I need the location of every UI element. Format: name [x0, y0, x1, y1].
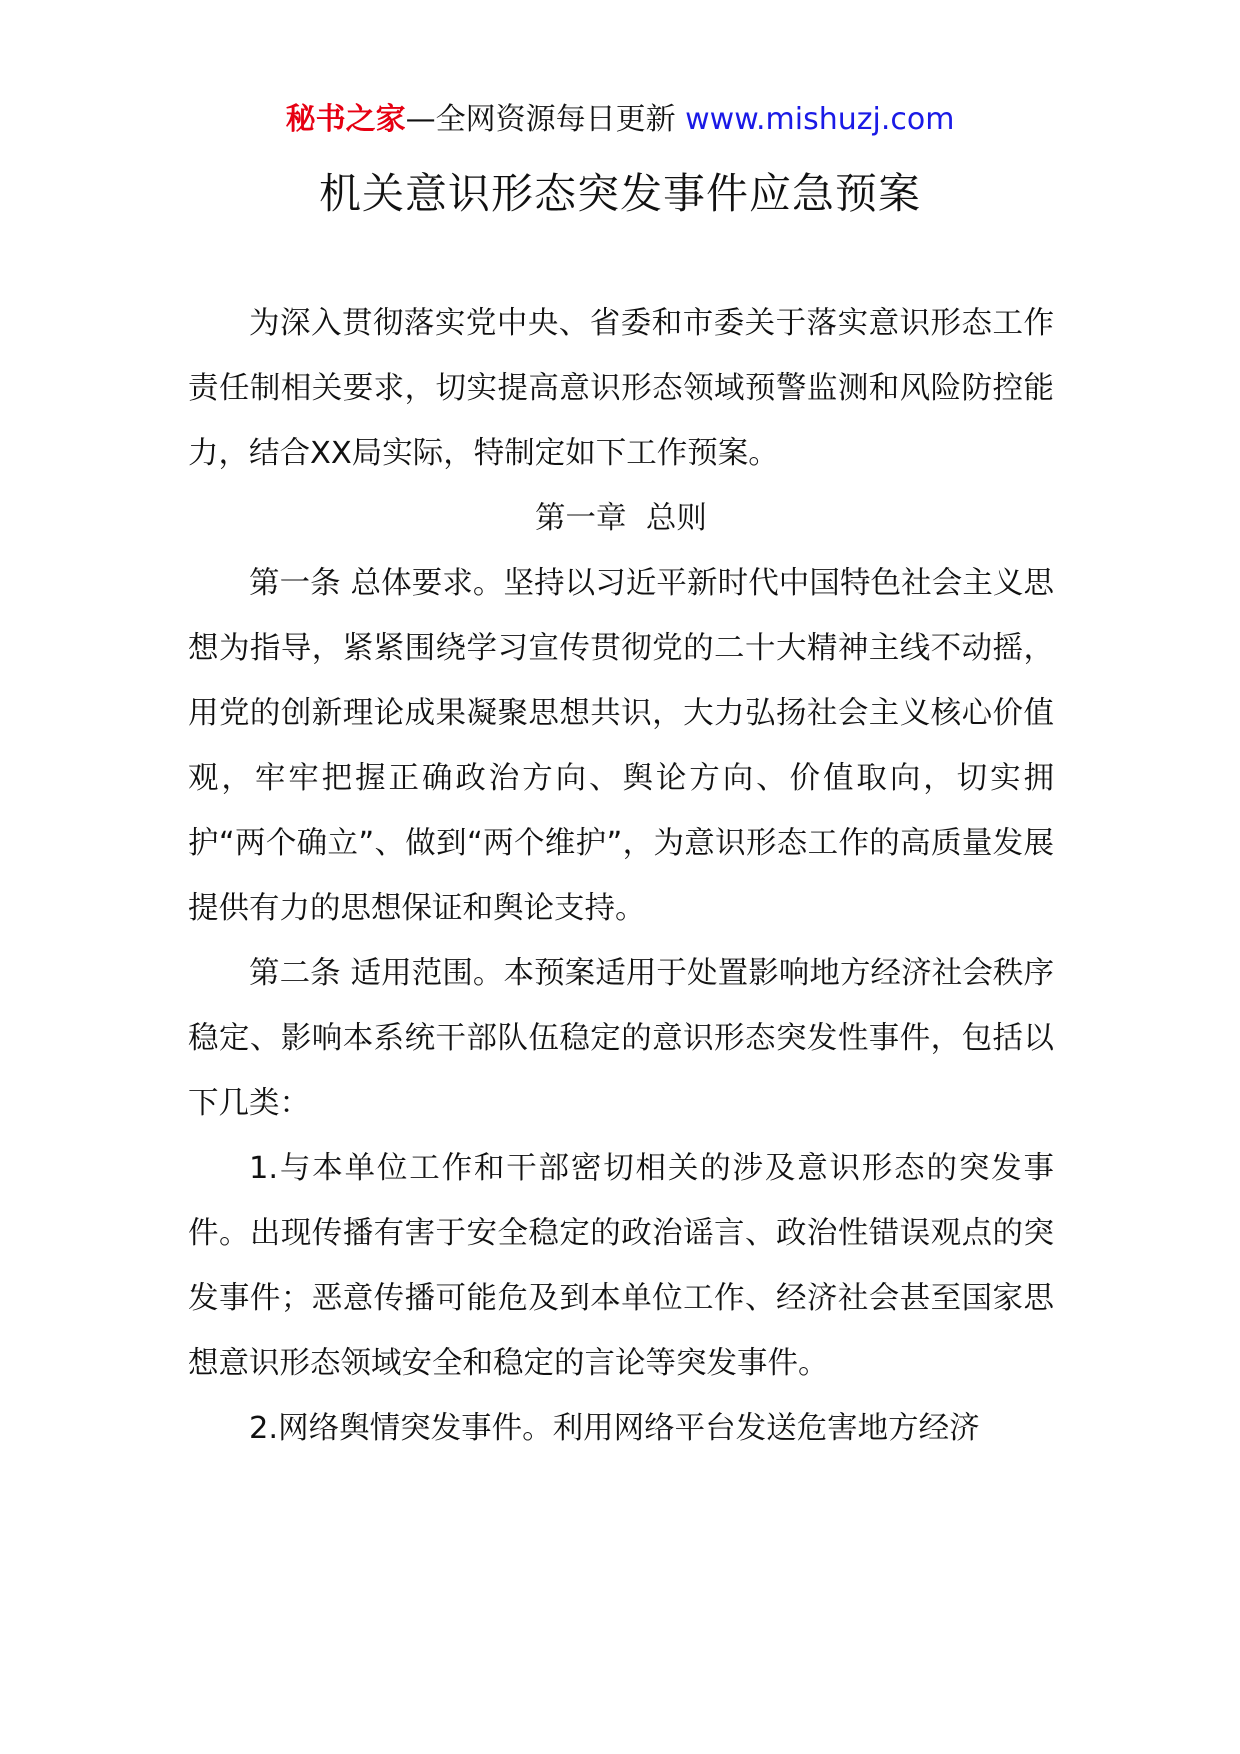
article-2-paragraph: 第二条 适用范围。本预案适用于处置影响地方经济社会秩序稳定、影响本系统干部队伍稳定的意识形态突发性事件，包括以下几类： [188, 956, 1054, 1121]
article-1-paragraph: 第一条 总体要求。坚持以习近平新时代中国特色社会主义思想为指导，紧紧围绕学习宣传贯彻党的二十大精神主线不动摇，用党的创新理论成果凝聚思想共识，大力弘扬社会主义核心价值观，牢牢把握正确政治方向、舆论方向、价值取向，切实拥护“两个确立”、做到“两个维护”，为意识形态工作的高质量发展提供有力的思想保证和舆论支持。 [188, 566, 1054, 926]
site-tagline: —全网资源每日更新 [405, 102, 676, 137]
site-url-link[interactable]: www.mishuzj.com [685, 102, 955, 137]
brand-name: 秘书之家 [285, 102, 406, 137]
document-body [188, 291, 1054, 1461]
site-header [0, 100, 1240, 140]
item-1-paragraph: 1.与本单位工作和干部密切相关的涉及意识形态的突发事件。出现传播有害于安全稳定的政治谣言、政治性错误观点的突发事件；恶意传播可能危及到本单位工作、经济社会甚至国家思想意识形态领域安全和稳定的言论等突发事件。 [188, 1151, 1054, 1381]
chapter-heading: 第一章 总则 [535, 501, 707, 536]
item-2-paragraph: 2.网络舆情突发事件。利用网络平台发送危害地方经济 [249, 1411, 980, 1446]
intro-paragraph: 为深入贯彻落实党中央、省委和市委关于落实意识形态工作责任制相关要求，切实提高意识形态领域预警监测和风险防控能力，结合XX局实际，特制定如下工作预案。 [188, 306, 1054, 471]
document-title: 机关意识形态突发事件应急预案 [318, 169, 921, 218]
